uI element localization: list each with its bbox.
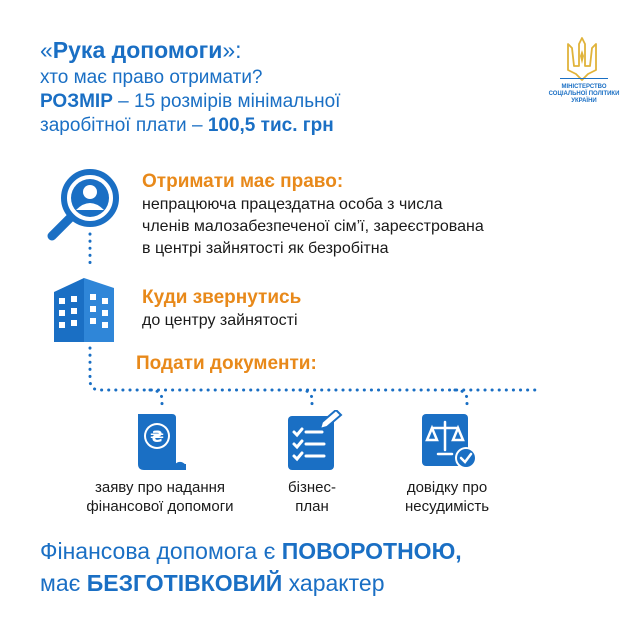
building-icon (50, 272, 122, 344)
footer-line-2-a: має (40, 570, 87, 596)
search-person-icon (40, 166, 136, 242)
doc-label-business-plan-line-2: план (295, 498, 329, 515)
doc-label-certificate-line-1: довідку про (406, 479, 488, 496)
title-open-quote: « (40, 37, 53, 63)
doc-label-business-plan (262, 478, 362, 516)
ministry-line-3: УКРАЇНИ (571, 98, 597, 104)
size-amount: 100,5 тис. грн (207, 115, 334, 136)
size-label: РОЗМІР (40, 91, 113, 112)
size-text-2: заробітної плати – (40, 115, 208, 136)
scales-certificate-icon (418, 410, 480, 472)
title-close: »: (222, 37, 242, 63)
ministry-line-1: МІНІСТЕРСТВО (561, 84, 607, 90)
footer-line-1-a: Фінансова допомога є (40, 538, 282, 564)
eligibility-line-2: членів малозабезпеченої сім’ї, зареєстрована (142, 218, 484, 235)
eligibility-heading: Отримати має право: (142, 171, 344, 192)
eligibility-line-3: в центрі зайнятості як безробітна (142, 240, 389, 257)
title-main: Рука допомоги (52, 37, 223, 63)
where-heading: Куди звернутись (142, 287, 302, 308)
where-text: до центру зайнятості (142, 312, 298, 329)
doc-label-business-plan-line-1: бізнес- (288, 479, 336, 496)
hryvnia-scroll-icon (130, 410, 192, 472)
footer-line-2 (40, 568, 384, 598)
doc-label-application-line-2: фінансової допомоги (86, 498, 234, 515)
footer-line-2-c: характер (282, 570, 385, 596)
doc-label-certificate-line-2: несудимість (404, 498, 490, 515)
size-text-1: – 15 розмірів мінімальної (112, 91, 341, 112)
checklist-icon (284, 410, 344, 472)
documents-heading: Подати документи: (136, 353, 317, 374)
footer-line-1 (40, 536, 462, 566)
subtitle: хто має право отримати? (40, 67, 263, 88)
ministry-line-2: СОЦІАЛЬНОЇ ПОЛІТИКИ (548, 91, 620, 97)
footer-line-1-b: ПОВОРОТНОЮ, (281, 538, 462, 564)
eligibility-line-1: непрацююча працездатна особа з числа (142, 196, 443, 213)
footer-line-2-b: БЕЗГОТІВКОВИЙ (86, 570, 283, 596)
svg-text:₴: ₴ (150, 427, 164, 446)
doc-label-application (60, 478, 260, 516)
doc-label-application-line-1: заяву про надання (94, 479, 226, 496)
doc-label-certificate (372, 478, 522, 516)
